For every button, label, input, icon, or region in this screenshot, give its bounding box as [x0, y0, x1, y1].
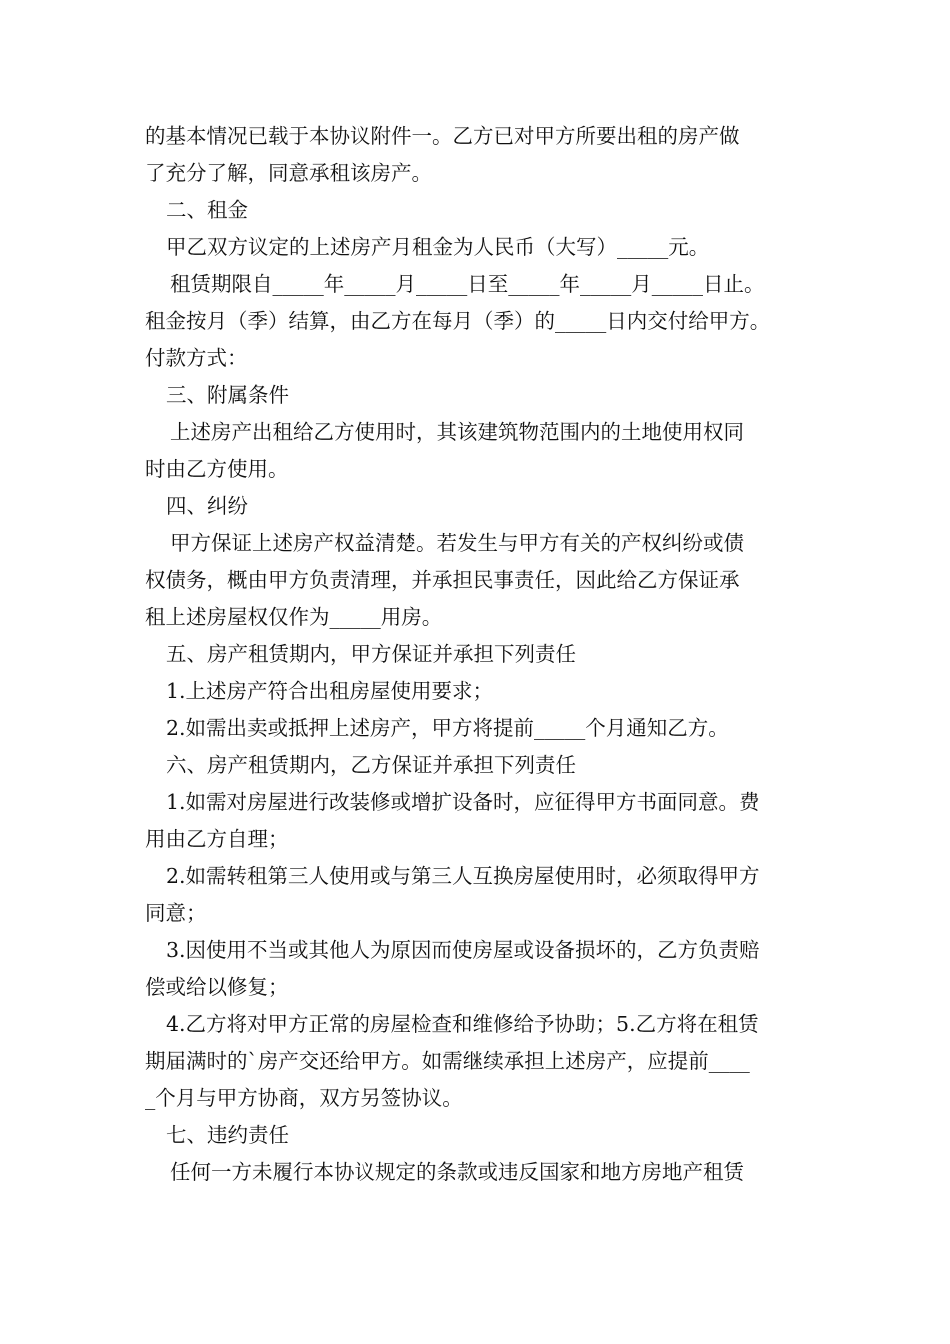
- list-item: 1.上述房产符合出租房屋使用要求；: [166, 679, 494, 703]
- text-line: 租上述房屋权仅作为_____用房。: [145, 605, 443, 629]
- text-line: 的基本情况已载于本协议附件一。乙方已对甲方所要出租的房产做: [145, 124, 740, 148]
- text-line: 了充分了解，同意承租该房产。: [145, 161, 432, 185]
- text-line: 甲方保证上述房产权益清楚。若发生与甲方有关的产权纠纷或债: [170, 531, 744, 555]
- section-heading: 五、房产租赁期内，甲方保证并承担下列责任: [166, 642, 576, 666]
- section-heading: 三、附属条件: [166, 383, 289, 407]
- list-item: 1.如需对房屋进行改装修或增扩设备时，应征得甲方书面同意。费: [166, 790, 760, 814]
- list-item: 3.因使用不当或其他人为原因而使房屋或设备损坏的，乙方负责赔: [166, 938, 760, 962]
- text-line: 租赁期限自_____年_____月_____日至_____年_____月_____日止。: [170, 272, 765, 296]
- text-line: 付款方式：: [145, 346, 248, 370]
- text-line: 权债务，概由甲方负责清理，并承担民事责任，因此给乙方保证承: [145, 568, 740, 592]
- text-line: 偿或给以修复；: [145, 975, 289, 999]
- list-item: 4.乙方将对甲方正常的房屋检查和维修给予协助；5.乙方将在租赁: [166, 1012, 759, 1036]
- section-heading: 四、纠纷: [166, 494, 248, 518]
- text-line: 上述房产出租给乙方使用时，其该建筑物范围内的土地使用权同: [170, 420, 744, 444]
- list-item: 2.如需出卖或抵押上述房产，甲方将提前_____个月通知乙方。: [166, 716, 729, 740]
- text-line: 用由乙方自理；: [145, 827, 289, 851]
- section-heading: 二、租金: [166, 198, 248, 222]
- text-line: 同意；: [145, 901, 207, 925]
- text-line: 任何一方未履行本协议规定的条款或违反国家和地方房地产租赁: [170, 1160, 744, 1184]
- section-heading: 七、违约责任: [166, 1123, 289, 1147]
- section-heading: 六、房产租赁期内，乙方保证并承担下列责任: [166, 753, 576, 777]
- text-line: 甲乙双方议定的上述房产月租金为人民币（大写）_____元。: [166, 235, 710, 259]
- text-line: 时由乙方使用。: [145, 457, 289, 481]
- text-line: 期届满时的`房产交还给甲方。如需继续承担上述房产，应提前____: [145, 1049, 750, 1073]
- text-line: _个月与甲方协商，双方另签协议。: [145, 1086, 463, 1110]
- text-line: 租金按月（季）结算，由乙方在每月（季）的_____日内交付给甲方。: [145, 309, 771, 333]
- list-item: 2.如需转租第三人使用或与第三人互换房屋使用时，必须取得甲方: [166, 864, 760, 888]
